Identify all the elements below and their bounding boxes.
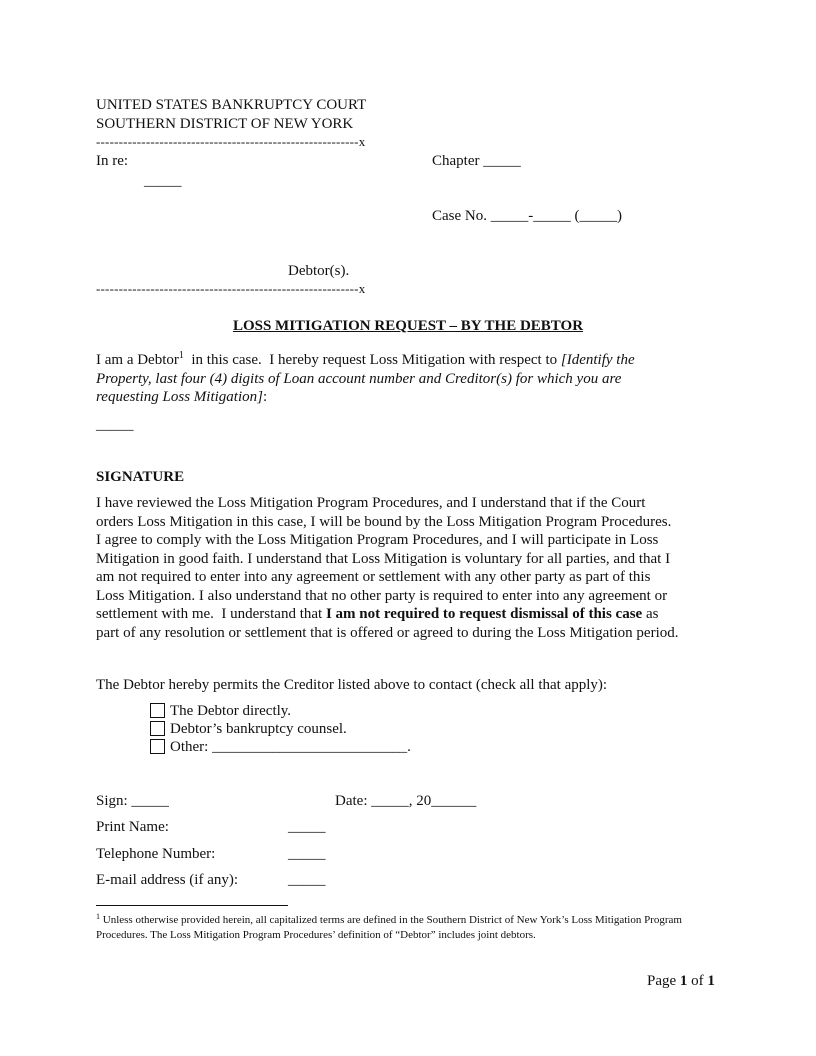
contact-option-other[interactable]: Other: __________________________. [150,738,411,756]
footnote-number: 1 [96,912,100,921]
caption-dash-line-bottom: ----------------------------------------------------------x [96,281,366,296]
signature-text-line [96,605,658,624]
property-info-blank[interactable]: _____ [96,417,134,433]
footnote [96,913,716,943]
case-number-field[interactable]: Case No. _____-_____ (_____) [432,208,622,224]
request-instruction-1: [Identify the [560,352,635,368]
contact-option-counsel[interactable]: Debtor’s bankruptcy counsel. [150,720,347,738]
debtors-label: Debtor(s). [288,263,350,279]
signature-line7-post: as [642,606,659,622]
request-text: in this case. I hereby request Loss Mitigation with respect to [183,352,561,368]
in-re-label: In re: [96,153,129,169]
court-name-line1: UNITED STATES BANKRUPTCY COURT [96,97,367,113]
request-intro: I am a Debtor [96,352,179,368]
checkbox[interactable] [150,739,165,754]
request-colon: : [262,389,268,405]
signature-heading: SIGNATURE [96,469,185,485]
telephone-blank[interactable]: _____ [288,846,326,862]
footnote-separator [96,905,288,906]
sign-field[interactable]: Sign: _____ [96,793,169,809]
request-paragraph [96,351,721,407]
footnote-text: Unless otherwise provided herein, all capitalized terms are defined in the Southern District of New York’s Loss Mitigation Program Procedures. The Loss Mitigation Program Procedures’ definition of “Debtor” includes joint debtors. [96,914,682,941]
signature-text-line: part of any resolution or settlement that is offered or agreed to during the Loss Mitigation period. [96,624,679,641]
print-name-label: Print Name: [96,819,169,835]
signature-text-line: orders Loss Mitigation in this case, I will be bound by the Loss Mitigation Program Procedures. [96,513,672,530]
email-blank[interactable]: _____ [288,872,326,888]
footnote-reference: 1 [178,350,184,361]
signature-text-line: am not required to enter into any agreement or settlement with any other party as part of this [96,569,651,585]
signature-text-line: Mitigation in good faith. I understand that Loss Mitigation is voluntary for all parties, and that I [96,550,671,567]
contact-option-debtor[interactable]: The Debtor directly. [150,702,291,720]
request-instruction-2: Property, last four (4) digits of Loan account number and Creditor(s) for which you are [96,370,622,387]
request-instruction-3: requesting Loss Mitigation] [96,389,263,405]
checkbox[interactable] [150,703,165,718]
print-name-blank[interactable]: _____ [288,819,326,835]
date-field[interactable]: Date: _____, 20______ [335,793,477,809]
contact-intro: The Debtor hereby permits the Creditor listed above to contact (check all that apply): [96,677,608,693]
court-name-line2: SOUTHERN DISTRICT OF NEW YORK [96,116,354,132]
telephone-label: Telephone Number: [96,846,216,862]
signature-text-line: Loss Mitigation. I also understand that no other party is required to enter into any agreement or [96,587,668,604]
email-label: E-mail address (if any): [96,872,239,888]
checkbox[interactable] [150,721,165,736]
dismissal-notice: I am not required to request dismissal of this case [325,606,643,622]
chapter-field[interactable]: Chapter _____ [432,153,521,169]
debtor-name-blank[interactable]: _____ [144,173,182,189]
caption-dash-line-top: ----------------------------------------------------------x [96,134,366,149]
document-title: LOSS MITIGATION REQUEST – BY THE DEBTOR [232,318,584,334]
signature-line7-pre: settlement with me. I understand that [96,606,326,622]
signature-text-line: I agree to comply with the Loss Mitigation Program Procedures, and I will participate in Loss [96,532,659,548]
page-number: Page 1 of 1 [647,973,715,989]
signature-text-line: I have reviewed the Loss Mitigation Program Procedures, and I understand that if the Court [96,495,646,511]
